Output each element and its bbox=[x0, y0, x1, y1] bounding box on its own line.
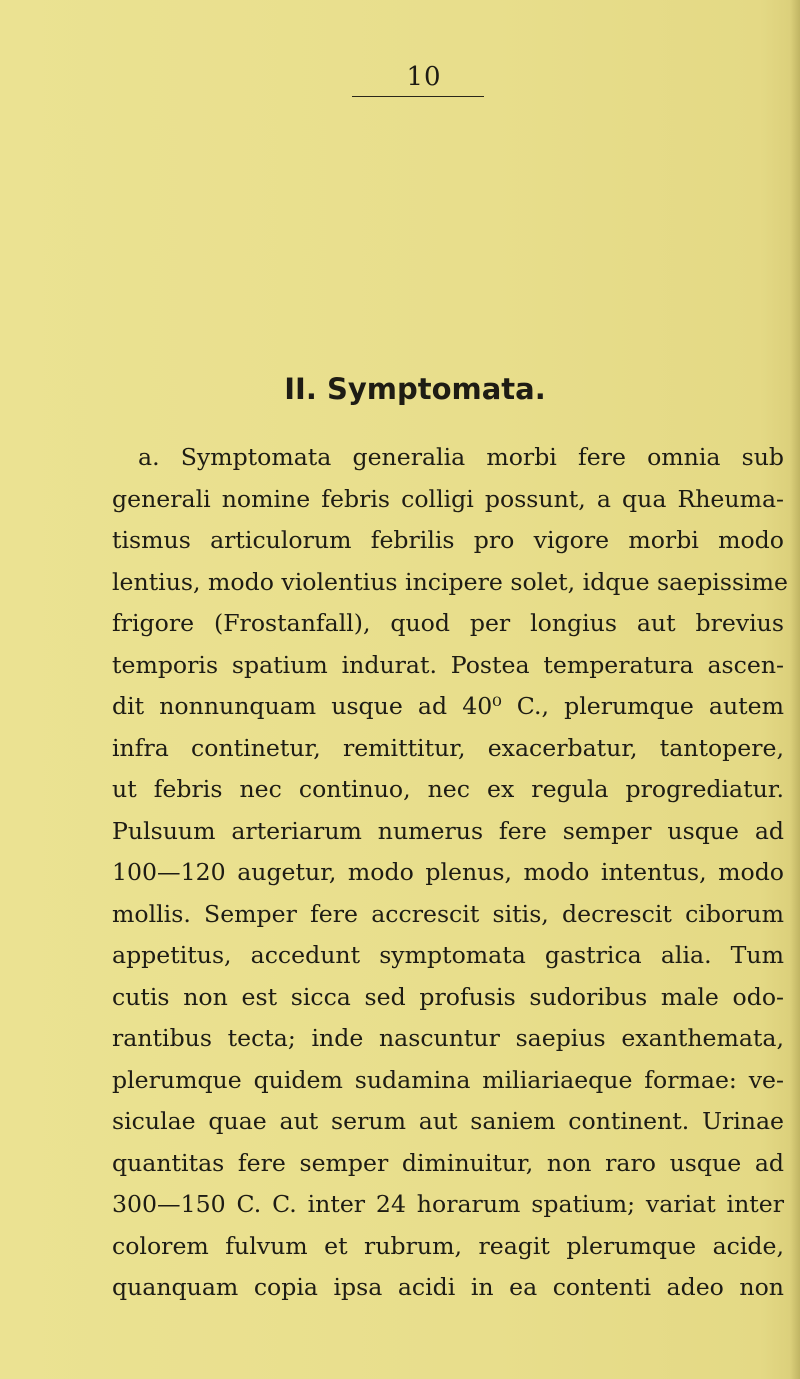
text-line: infra continetur, remittitur, exacerbatur, tantopere, bbox=[112, 733, 784, 762]
page-edge-shadow bbox=[790, 0, 800, 1379]
text-line: siculae quae aut serum aut saniem continent. Urinae bbox=[112, 1107, 784, 1135]
text-line: Pulsuum arteriarum numerus fere semper usque ad bbox=[112, 816, 784, 845]
text-line: tismus articulorum febrilis pro vigore morbi modo bbox=[112, 526, 784, 554]
page-number: 10 bbox=[406, 62, 442, 92]
body-text bbox=[112, 437, 788, 1309]
text-line: rantibus tecta; inde nascuntur saepius exanthemata, bbox=[112, 1024, 784, 1052]
text-line: temporis spatium indurat. Postea temperatura ascen- bbox=[112, 650, 784, 679]
text-line: 100—120 augetur, modo plenus, modo intentus, modo bbox=[112, 858, 784, 886]
section-heading: II. Symptomata. bbox=[284, 372, 546, 406]
text-line: colorem fulvum et rubrum, reagit plerumque acide, bbox=[112, 1231, 784, 1260]
text-line: frigore (Frostanfall), quod per longius aut brevius bbox=[112, 609, 784, 637]
text-line: ut febris nec continuo, nec ex regula progrediatur. bbox=[112, 775, 784, 803]
text-line: appetitus, accedunt symptomata gastrica alia. Tum bbox=[112, 941, 784, 969]
text-line: a. Symptomata generalia morbi fere omnia sub bbox=[138, 443, 784, 471]
text-line: generali nomine febris colligi possunt, a qua Rheuma- bbox=[112, 484, 784, 513]
page-number-rule bbox=[352, 96, 484, 97]
text-line: quantitas fere semper diminuitur, non raro usque ad bbox=[112, 1148, 784, 1177]
text-line: dit nonnunquam usque ad 40⁰ C., plerumque autem bbox=[112, 692, 784, 720]
text-line: cutis non est sicca sed profusis sudoribus male odo- bbox=[112, 982, 784, 1011]
text-line: mollis. Semper fere accrescit sitis, decrescit ciborum bbox=[112, 899, 784, 928]
text-line: 300—150 C. C. inter 24 horarum spatium; variat inter bbox=[112, 1190, 784, 1218]
text-line: quanquam copia ipsa acidi in ea contenti adeo non bbox=[112, 1273, 784, 1301]
text-line: plerumque quidem sudamina miliariaeque formae: ve- bbox=[112, 1065, 784, 1094]
text-line: lentius, modo violentius incipere solet, idque saepissime bbox=[112, 567, 788, 596]
